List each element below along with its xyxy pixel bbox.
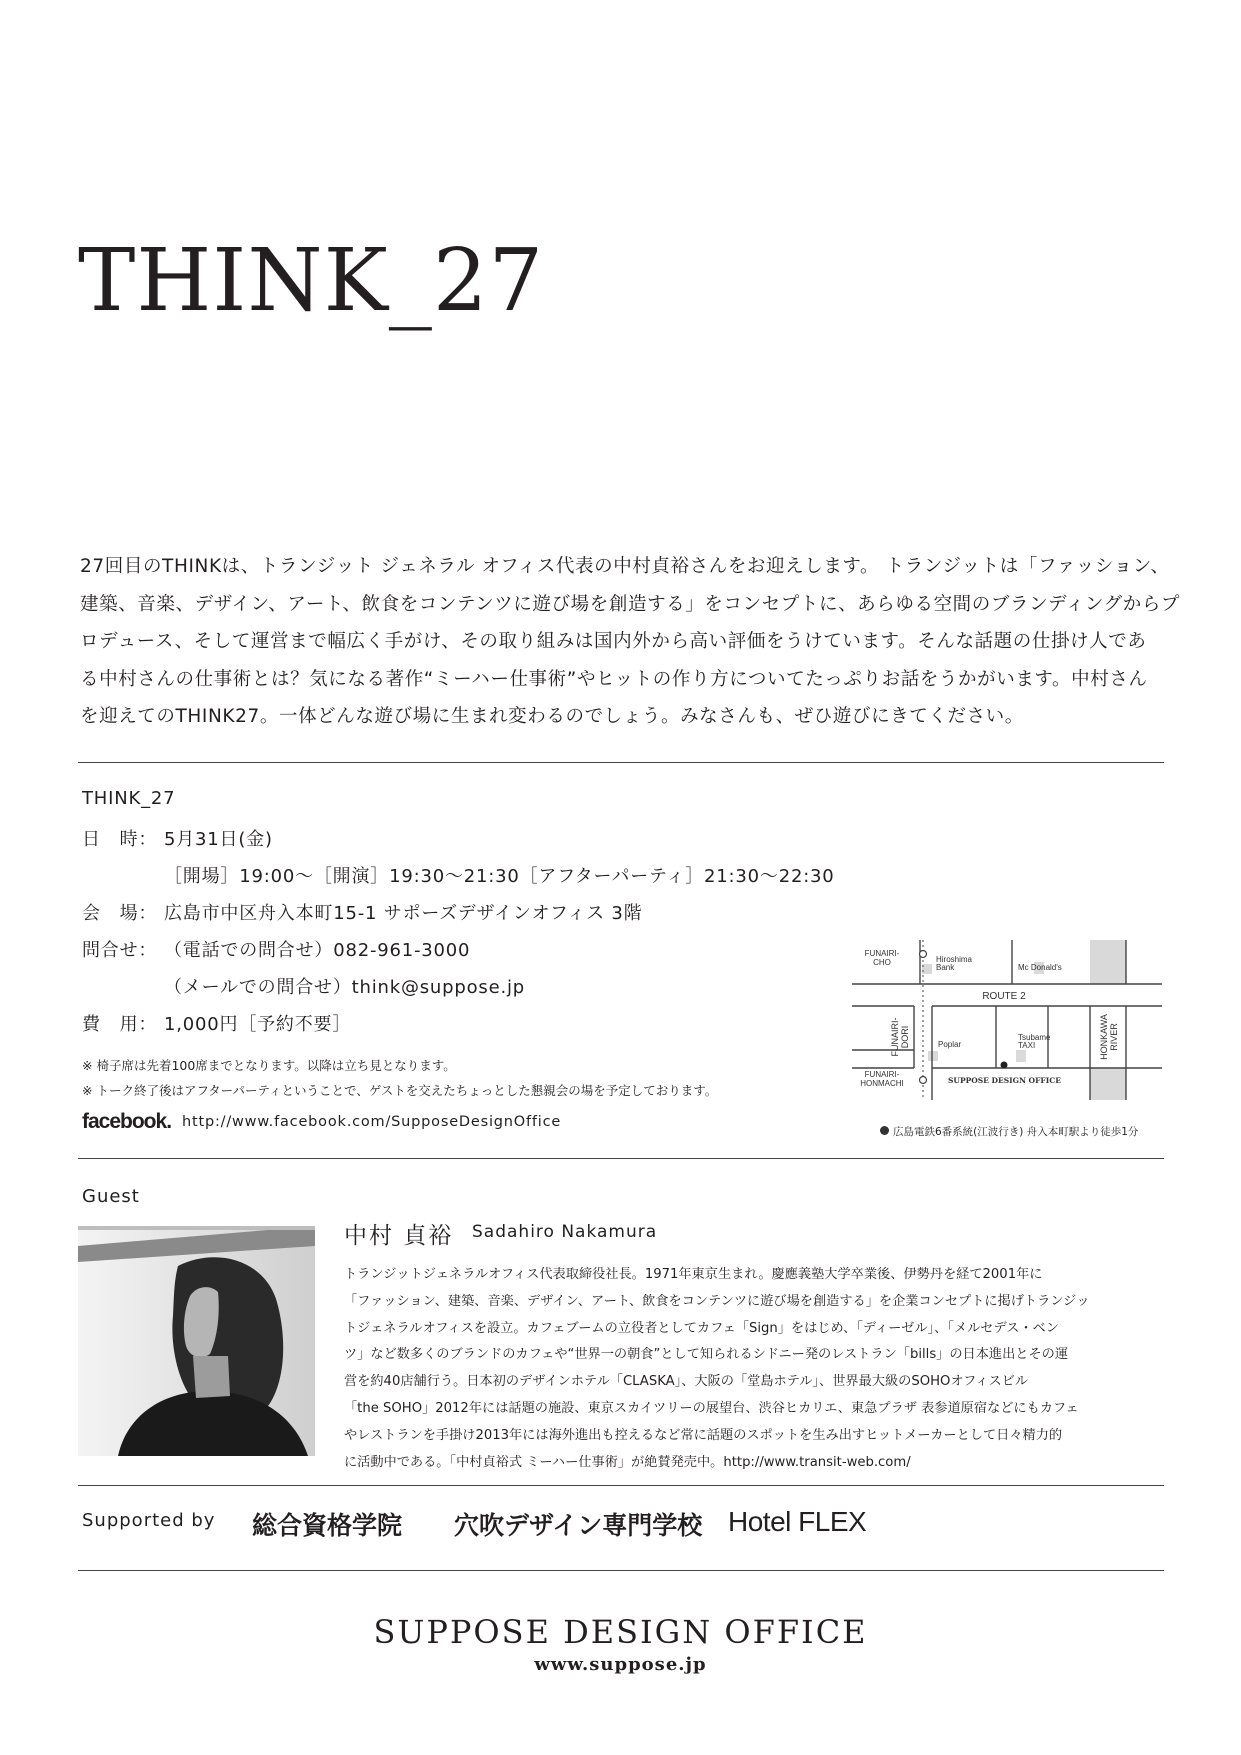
divider: [78, 1158, 1164, 1159]
event-date: [82, 825, 273, 851]
map-label-tsubame-taxi: TAXI: [1018, 1041, 1036, 1050]
contact-label: 問合せ：: [82, 940, 158, 961]
note: ※ 椅子席は先着100席までとなります。以降は立ち見となります。: [82, 1058, 456, 1073]
bio-line: トジェネラルオフィスを設立。カフェブームの立役者としてカフェ「Sign」をはじめ、「ディーゼル」、「メルセデス・ベン: [344, 1320, 1059, 1336]
map-label-funairi-honmachi: HONMACHI: [860, 1079, 904, 1088]
map-label-funairi-cho: FUNAIRI-: [864, 949, 900, 958]
footer-org-name: SUPPOSE DESIGN OFFICE: [373, 1613, 868, 1651]
bio-line: ツ」など数多くのブランドのカフェや“世界一の朝食”として知られるシドニー発のレストラン「bills」の日本進出とその運: [344, 1347, 1069, 1363]
fee-value: 1,000円［予約不要］: [164, 1014, 352, 1035]
event-name: THINK_27: [82, 788, 176, 809]
bio-line: 「the SOHO」2012年には話題の施設、東京スカイツリーの展望台、渋谷ヒカリエ、東急プラザ 表参道原宿などにもカフェ: [344, 1400, 1079, 1416]
divider: [78, 762, 1164, 763]
facebook-logo: facebook.: [82, 1110, 172, 1133]
bio-line: 「ファッション、建築、音楽、デザイン、アート、飲食をコンテンツに遊び場を創造する」を企業コンセプトに掲げトランジッ: [344, 1293, 1090, 1309]
map-label-tsubame-taxi: Tsubame: [1018, 1033, 1051, 1042]
access-map: [852, 940, 1172, 1100]
map-label-funairi-dori: FUNAIRI-: [890, 1017, 900, 1057]
intro-line: る中村さんの仕事術とは？気になる著作“ミーハー仕事術”やヒットの作り方についてたっぷりお話をうかがいます。中村さん: [80, 668, 1148, 690]
event-schedule: ［開場］19:00～［開演］19:30～21:30［アフターパーティ］21:30～22:30: [164, 866, 835, 887]
bio-line: に活動中である。「中村貞裕式 ミーハー仕事術」が絶賛発売中。http://www.transit-web.com/: [344, 1454, 911, 1470]
bio-line: やレストランを手掛け2013年には海外進出も控えるなど常に話題のスポットを生み出すヒットメーカーとして日々精力的: [344, 1427, 1063, 1443]
map-caption: [880, 1124, 1138, 1139]
map-label-hiroshima-bank: Bank: [936, 963, 955, 972]
map-caption-text: 広島電鉄6番系統(江波行き) 舟入本町駅より徒歩1分: [893, 1126, 1139, 1138]
map-label-mcdonalds: Mc Donald's: [1018, 963, 1062, 972]
divider: [78, 1570, 1164, 1571]
venue-label: 会 場：: [82, 903, 158, 924]
map-label-route2: ROUTE 2: [982, 991, 1026, 1002]
guest-section-label: Guest: [82, 1186, 140, 1207]
bio-line: 営を約40店舗行う。日本初のデザインホテル「CLASKA」、大阪の「堂島ホテル」、世界最大級のSOHOオフィスビル: [344, 1374, 1029, 1390]
fee-label: 費 用：: [82, 1014, 158, 1035]
note: ※ トーク終了後はアフターパーティということで、ゲストを交えたちょっとした懇親会の場を予定しております。: [82, 1083, 718, 1098]
footer-url[interactable]: www.suppose.jp: [534, 1654, 707, 1675]
page-title: THINK_27: [78, 231, 545, 331]
date-label: 日 時：: [82, 829, 158, 850]
map-label-honkawa-river: RIVER: [1109, 1023, 1119, 1051]
event-venue: [82, 899, 642, 925]
guest-photo: [78, 1226, 315, 1456]
event-contact: [82, 936, 470, 962]
venue-value: 広島市中区舟入本町15-1 サポーズデザインオフィス 3階: [164, 903, 643, 924]
map-label-funairi-honmachi: FUNAIRI-: [864, 1070, 900, 1079]
map-label-honkawa-river: HONKAWA: [1099, 1014, 1109, 1060]
intro-line: を迎えてのTHINK27。一体どんな遊び場に生まれ変わるのでしょう。みなさんも、ぜひ遊びにきてください。: [80, 706, 1024, 727]
date-value: 5月31日(金): [164, 829, 273, 850]
map-label-funairi-cho: CHO: [873, 958, 891, 967]
tram-stop-icon: [880, 1126, 889, 1135]
guest-bio: [344, 1262, 1174, 1476]
sponsor-logo: Hotel FLEX: [728, 1506, 867, 1537]
map-label-office: SUPPOSE DESIGN OFFICE: [948, 1076, 1061, 1085]
map-label-funairi-dori: DORI: [900, 1025, 910, 1049]
intro-paragraph: [80, 548, 1181, 736]
event-fee: [82, 1010, 351, 1036]
guest-name-ja: 中村 貞裕: [344, 1223, 454, 1249]
sponsor-logo: 穴吹デザイン専門学校: [454, 1511, 703, 1540]
contact-phone: （電話での問合せ）082-961-3000: [164, 940, 471, 961]
map-label-poplar: Poplar: [938, 1040, 962, 1049]
intro-line: ロデュース、そして運営まで幅広く手がけ、その取り組みは国内外から高い評価をうけています。そんな話題の仕掛け人であ: [80, 631, 1147, 652]
sponsor-logo: 総合資格学院: [252, 1511, 403, 1540]
contact-mail[interactable]: （メールでの問合せ）think@suppose.jp: [164, 977, 525, 998]
intro-line: 建築、音楽、デザイン、アート、飲食をコンテンツに遊び場を創造する」をコンセプトに、あらゆる空間のブランディングからプ: [80, 593, 1181, 615]
guest-name-en: Sadahiro Nakamura: [472, 1222, 658, 1242]
divider: [78, 1485, 1164, 1486]
map-label-hiroshima-bank: Hiroshima: [936, 955, 973, 964]
supported-by-label: Supported by: [82, 1510, 216, 1531]
bio-line: トランジットジェネラルオフィス代表取締役社長。1971年東京生まれ。慶應義塾大学卒業後、伊勢丹を経て2001年に: [344, 1267, 1043, 1282]
intro-line: 27回目のTHINKは、トランジット ジェネラル オフィス代表の中村貞裕さんをお迎えします。 トランジットは「ファッション、: [80, 556, 1170, 577]
facebook-link[interactable]: http://www.facebook.com/SupposeDesignOffice: [182, 1114, 562, 1130]
